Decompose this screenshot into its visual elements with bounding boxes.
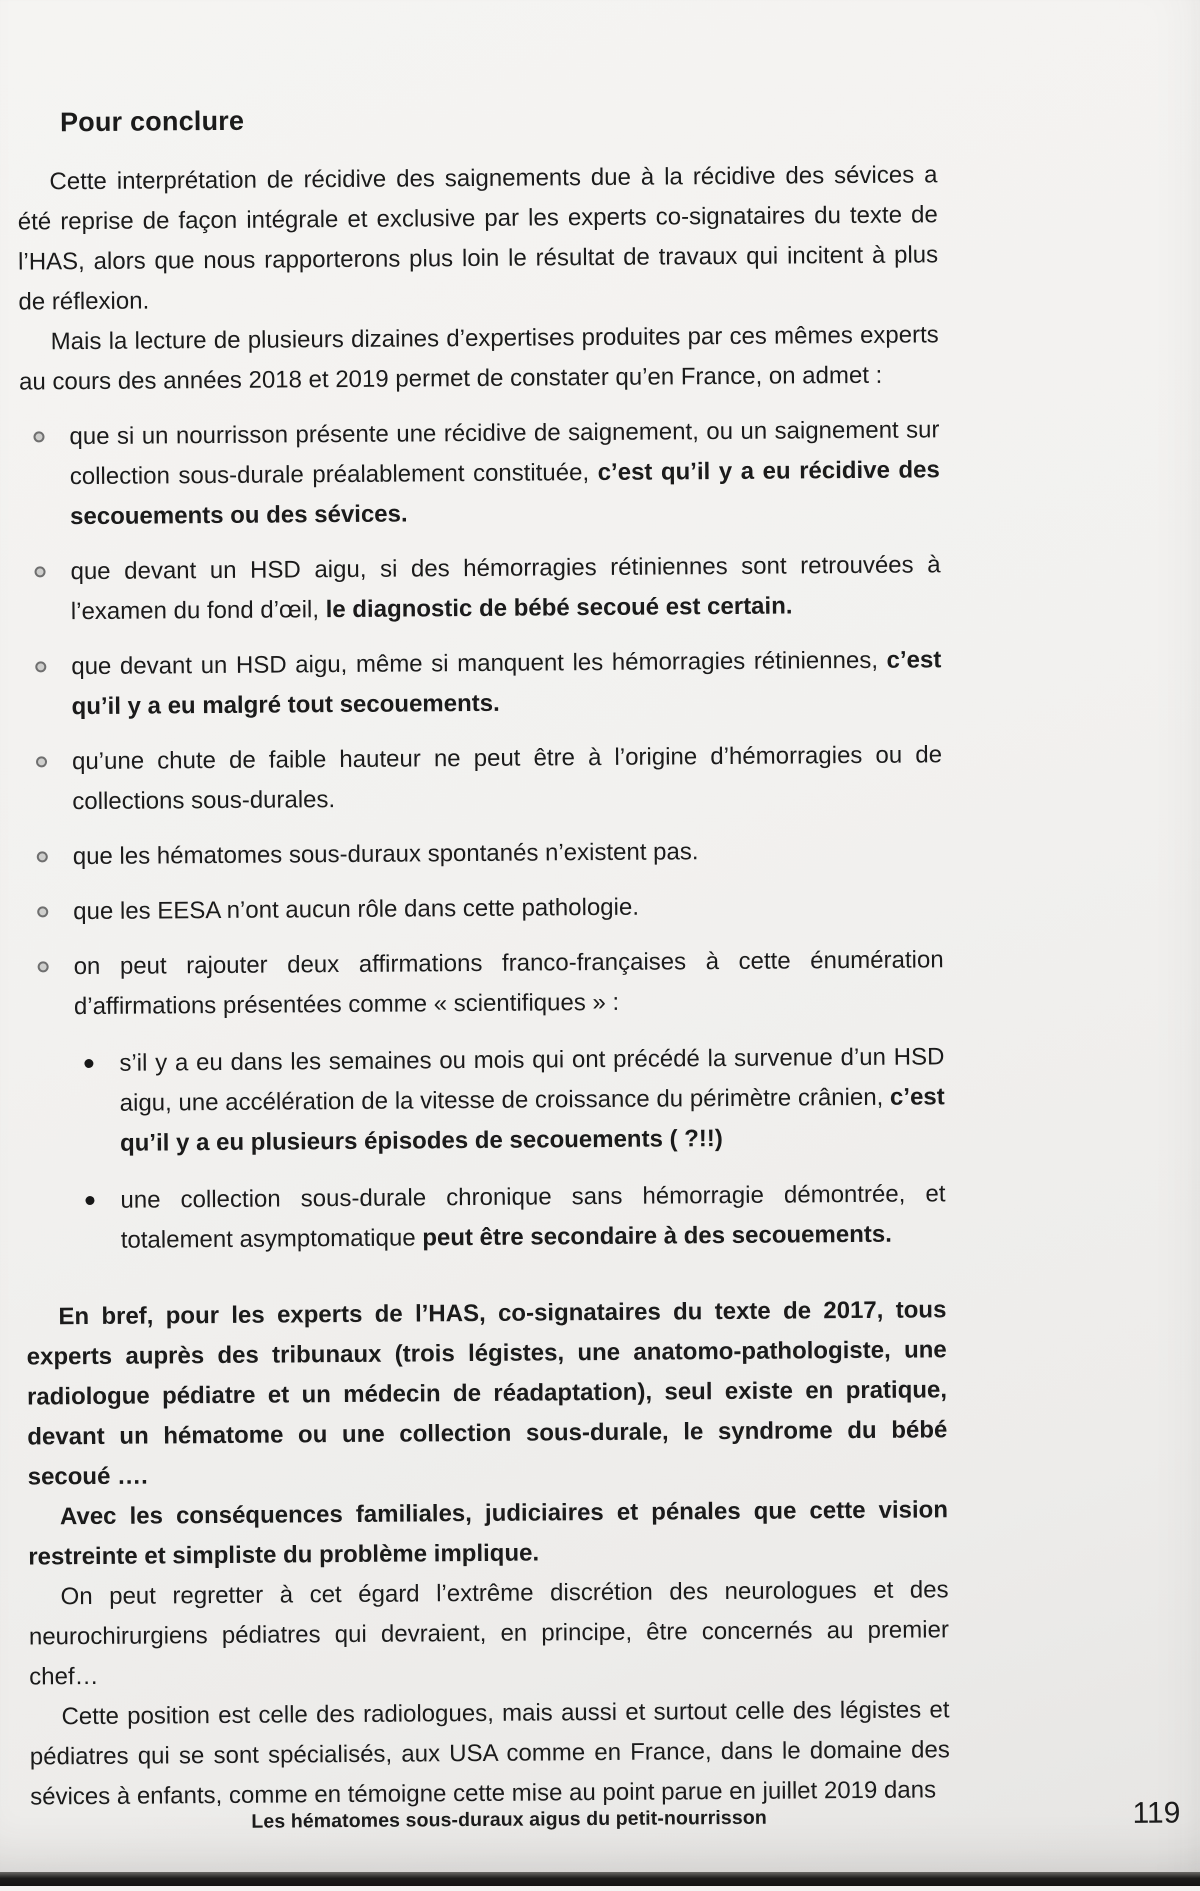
dot-bullet-icon [85,1196,94,1205]
text-run: une collection sous-durale chronique sans hémorragie démontrée, et totalement asymptomatique [120,1180,946,1254]
bullet-item [23,885,943,932]
bullet-item [23,830,943,877]
paragraph [26,1290,948,1497]
text-run: que les hématomes sous-duraux spontanés n’existent pas. [72,838,699,871]
ring-bullet-icon [33,431,44,442]
text-run: Cette position est celle des radiologues, mais aussi et surtout celle des légistes et pédiatres qui se sont spécialisés, aux USA comme en France, dans le domaine des sévices à enfants, comme en témoigne cette mise au point parue en juillet 2019 dans [29,1696,950,1811]
text-run: Cette interprétation de récidive des saignements due à la récidive des sévices a été reprise de façon intégrale et exclusive par les experts co-signataires du texte de l’HAS, alors que nous rapporterons plus loin le résultat de travaux qui incitent à plus de réflexion. [17,161,939,316]
ring-bullet-icon [38,961,49,972]
sub-bullet-item [75,1174,946,1261]
ring-bullet-icon [37,906,48,917]
ring-bullet-icon [37,851,48,862]
paragraph [17,155,938,322]
ring-bullet-icon [36,756,47,767]
bullet-item [22,735,943,822]
ring-bullet-icon [35,661,46,672]
bold-text-run: c’est qu’il y a eu plusieurs épisodes de secouements ( ?!!) [119,1083,945,1157]
text-run: Mais la lecture de plusieurs dizaines d’expertises produites par ces mêmes experts au cours des années 2018 et 2019 permet de constater qu’en France, on admet : [18,321,939,396]
text-run: que si un nourrisson présente une récidive de saignement, ou un saignement sur collection sous-durale préalablement constituée, [69,416,940,491]
sub-bullet-item [74,1037,945,1164]
running-title: Les hématomes sous-duraux aigus du petit-nourrisson [251,1806,767,1833]
text-run: que les EESA n’ont aucun rôle dans cette pathologie. [73,893,640,926]
section-heading: Pour conclure [59,105,245,138]
dot-bullet-icon [84,1059,93,1068]
text-run: En bref, pour les experts de l’HAS, co-signataires du texte de 2017, tous experts auprès des tribunaux (trois légistes, une anatomo-pathologiste, une radiologue pédiatre et un médecin de réadaptation), seul existe en pratique, devant un hématome ou une collection sous-durale, le syndrome du bébé secoué …. [26,1296,948,1491]
bullet-item [20,545,941,632]
text-run: que devant un HSD aigu, même si manquent les hémorragies rétiniennes, [71,646,887,681]
text-run: s’il y a eu dans les semaines ou mois qui ont précédé la survenue d’un HSD aigu, une accélération de la vitesse de croissance du périmètre crânien, [119,1043,945,1117]
bullet-item [21,640,942,727]
bullet-item [23,940,944,1027]
bold-text-run: peut être secondaire à des secouements. [422,1220,892,1252]
text-run: On peut regretter à cet égard l’extrême discrétion des neurologues et des neurochirurgiens pédiatres qui devraient, en principe, être concernés au premier chef… [28,1576,949,1691]
bold-text-run: c’est qu’il y a eu récidive des secouements ou des sévices. [70,456,940,531]
text-run: qu’une chute de faible hauteur ne peut être à l’origine d’hémorragies ou de collections sous-durales. [71,741,943,816]
text-run: on peut rajouter deux affirmations franco-françaises à cette énumération d’affirmations présentées comme « scientifiques » : [73,946,944,1021]
bullet-item [19,410,940,537]
text-run: Avec les conséquences familiales, judiciaires et pénales que cette vision restreinte et simpliste du problème implique. [28,1496,949,1571]
scan-bottom-edge [0,1872,1200,1886]
bold-text-run: c’est qu’il y a eu malgré tout secouements. [71,646,942,721]
paragraph [29,1690,950,1817]
ring-bullet-icon [35,566,46,577]
page-body-text [17,95,950,1817]
page-number: 119 [1132,1796,1181,1830]
bold-text-run: le diagnostic de bébé secoué est certain. [325,592,793,624]
paragraph [19,315,940,402]
paragraph [28,1490,949,1577]
paragraph [28,1570,949,1697]
text-run: que devant un HSD aigu, si des hémorragies rétiniennes sont retrouvées à l’examen du fond d’œil, [70,551,941,626]
